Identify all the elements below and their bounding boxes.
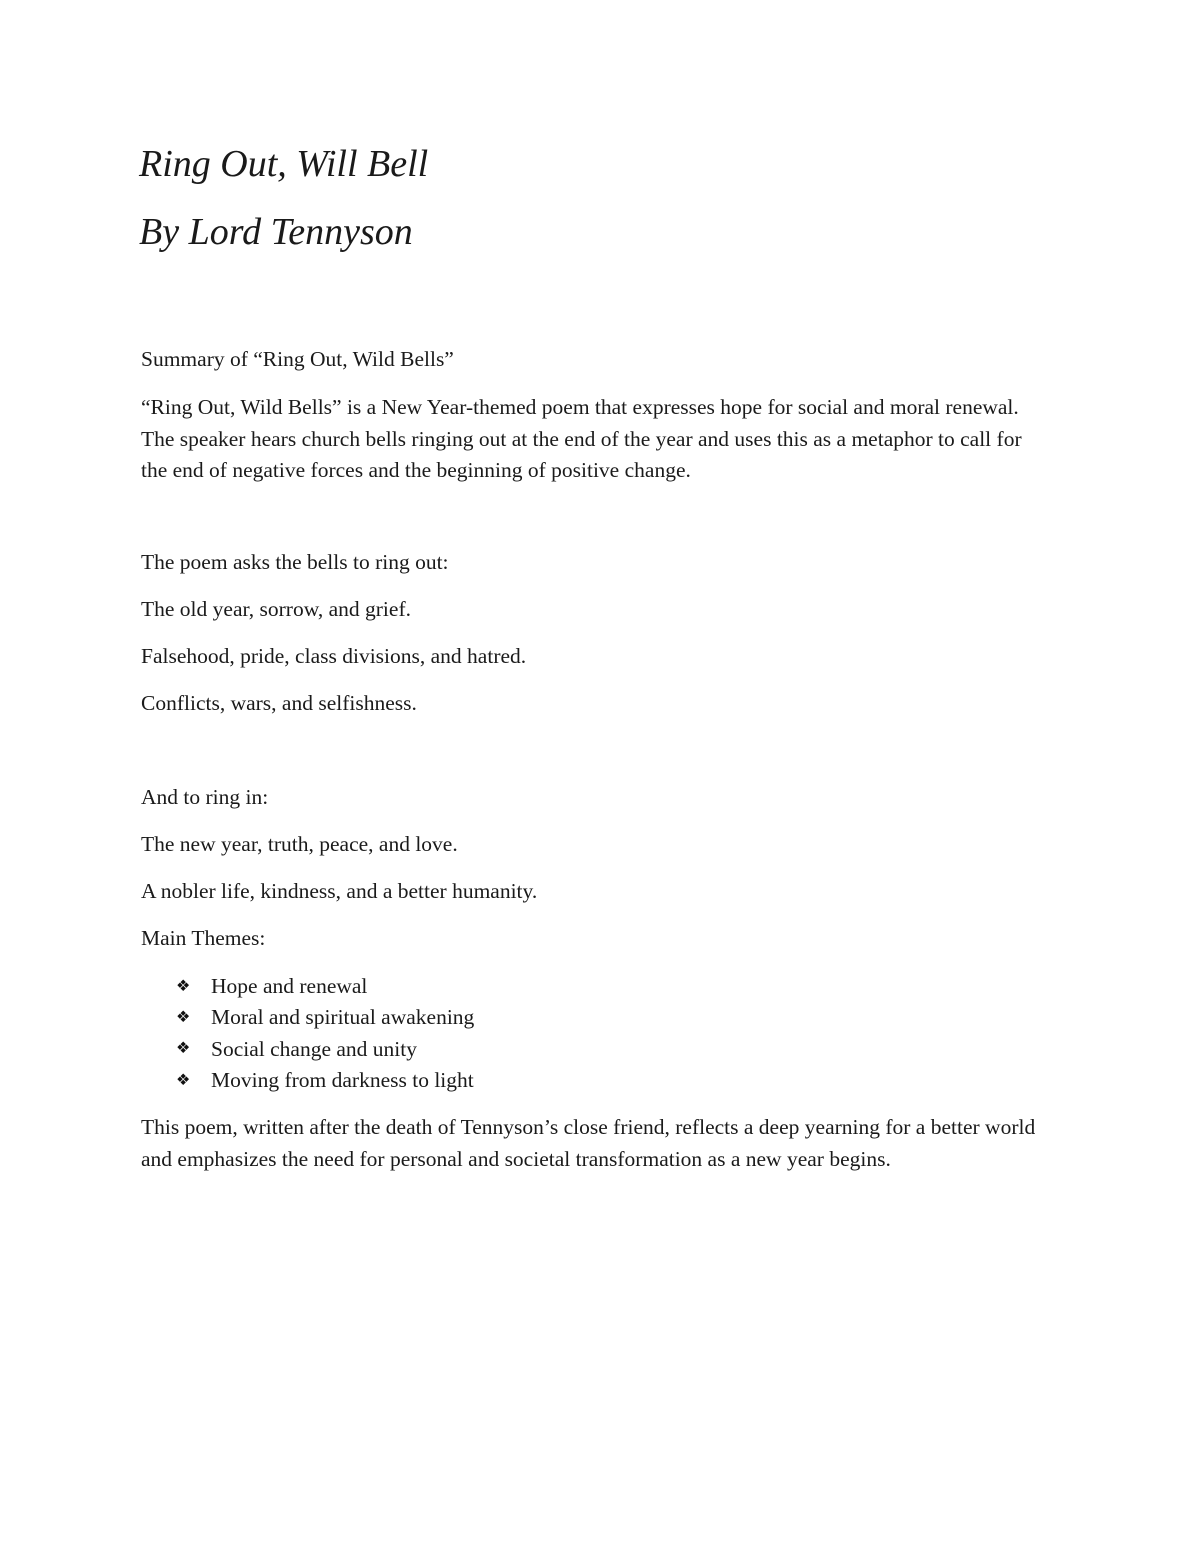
closing-paragraph: This poem, written after the death of Tennyson’s close friend, reflects a deep yearning for a better world and emphasizes the need for personal and societal transformation as a new year begins. xyxy=(141,1115,1036,1171)
ring-in-heading: And to ring in: xyxy=(141,785,269,809)
list-item xyxy=(176,1065,474,1096)
theme-label: Moving from darkness to light xyxy=(211,1068,474,1093)
ring-out-item: Conflicts, wars, and selfishness. xyxy=(141,691,417,715)
list-item xyxy=(176,1034,474,1065)
ring-out-item: Falsehood, pride, class divisions, and hatred. xyxy=(141,644,527,668)
ring-out-heading: The poem asks the bells to ring out: xyxy=(141,550,449,574)
diamond-bullet-icon: ❖ xyxy=(176,1040,191,1058)
theme-label: Social change and unity xyxy=(211,1036,417,1061)
ring-in-item: A nobler life, kindness, and a better humanity. xyxy=(141,879,538,903)
document-byline: By Lord Tennyson xyxy=(139,211,413,253)
themes-list xyxy=(176,971,474,1096)
theme-label: Moral and spiritual awakening xyxy=(211,1005,475,1030)
ring-in-item: The new year, truth, peace, and love. xyxy=(141,832,458,856)
diamond-bullet-icon: ❖ xyxy=(176,1071,191,1089)
list-item xyxy=(176,971,474,1002)
theme-label: Hope and renewal xyxy=(211,974,368,999)
diamond-bullet-icon: ❖ xyxy=(176,1008,191,1026)
themes-heading: Main Themes: xyxy=(141,926,266,950)
document-title: Ring Out, Will Bell xyxy=(139,143,429,185)
list-item xyxy=(176,1002,474,1033)
ring-out-item: The old year, sorrow, and grief. xyxy=(141,597,411,621)
diamond-bullet-icon: ❖ xyxy=(176,977,191,995)
summary-heading: Summary of “Ring Out, Wild Bells” xyxy=(141,347,454,371)
intro-paragraph: “Ring Out, Wild Bells” is a New Year-themed poem that expresses hope for social and moral renewal. The speaker hears church bells ringing out at the end of the year and uses this as a metaphor to call for the end of negative forces and the beginning of positive change. xyxy=(141,395,1022,482)
